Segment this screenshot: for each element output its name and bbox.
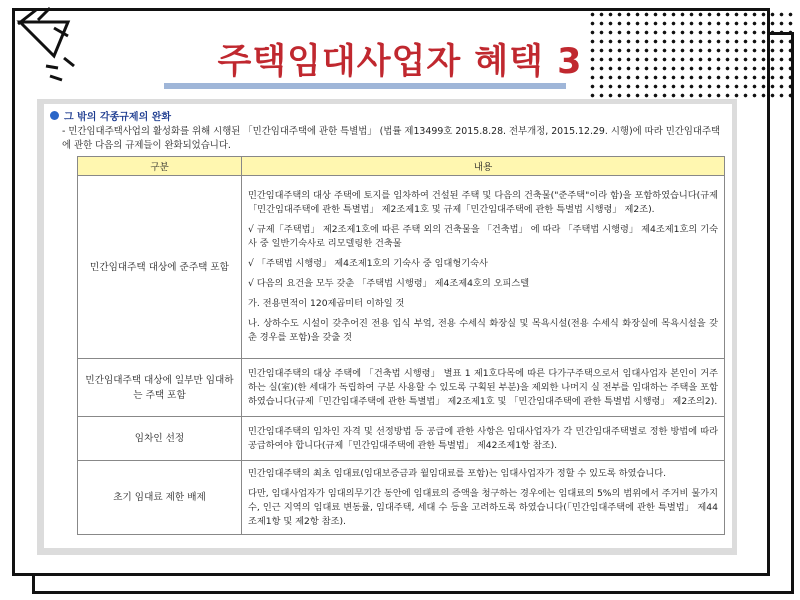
header-content: 내용 [242,157,725,176]
regulation-table [77,156,725,535]
document-content [44,104,732,548]
row-category: 초기 임대료 제한 배제 [78,461,242,535]
header-category: 구분 [78,157,242,176]
content-paragraph: 민간임대주택의 대상 주택에 「건축법 시행령」 별표 1 제1호다목에 따른 다가구주택으로서 임대사업자 본인이 거주하는 실(室)(한 세대가 독립하여 구분 사용할 수 있도록 구획된 부분)을 제외한 나머지 실 전부를 임대하는 주택을 포함하였습니다(규제「민간임대주택에 관한 특별법」 제2조제1호 및 「민간임대주택에 관한 특별법 시행령」 제2조의2). [248,367,718,407]
row-content [242,461,725,535]
row-content [242,359,725,417]
content-paragraph: 민간임대주택의 대상 주택에 토지를 임차하여 건설된 주택 및 다음의 건축물("준주택"이라 함)을 포함하였습니다(규제「민간임대주택에 관한 특별법」 제2조제1호 및 규제「민간임대주택에 관한 특별법 시행령」 제2조). [248,190,718,215]
content-paragraph: 나. 상하수도 시설이 갖추어진 전용 입식 부엌, 전용 수세식 화장실 및 목욕시설(전용 수세식 화장실에 목욕시설을 갖춘 경우를 포함)을 갖출 것 [248,318,718,343]
table-row [78,359,725,417]
content-paragraph: √ 「주택법 시행령」 제4조제1호의 기숙사 중 임대형기숙사 [248,258,488,269]
section-heading-text: 그 밖의 각종규제의 완화 [64,112,172,123]
slide-title: 주택임대사업자 혜택 3 [217,42,583,82]
content-paragraph: √ 다음의 요건을 모두 갖춘 「주택법 시행령」 제4조제4호의 오피스텔 [248,278,530,289]
section-heading [50,108,171,123]
content-paragraph: 민간임대주택의 임차인 자격 및 선정방법 등 공급에 관한 사항은 임대사업자가 각 민간임대주택별로 정한 방법에 따라 공급하여야 합니다(규제「민간임대주택에 관한 특별법」 제42조제1항 참조). [248,425,718,451]
title-underline [164,83,566,89]
row-content [242,176,725,359]
row-category: 민간임대주택 대상에 일부만 임대하는 주택 포함 [78,359,242,417]
content-paragraph: √ 규제「주택법」 제2조제1호에 따른 주택 외의 건축물을 「건축법」 에 따라 「주택법 시행령」 제4조제1호의 기숙사 중 일반기숙사로 리모델링한 건축물 [248,224,718,249]
row-category: 임차인 선정 [78,417,242,461]
table-row [78,417,725,461]
intro-paragraph: - 민간임대주택사업의 활성화를 위해 시행된 「민간임대주택에 관한 특별법」 (법률 제13499호 2015.8.28. 전부개정, 2015.12.29. 시행)에 따라 민간임대주택에 관한 다음의 규제들이 완화되었습니다. [62,126,721,151]
row-category: 민간임대주택 대상에 준주택 포함 [78,176,242,359]
content-paragraph: 민간임대주택의 최초 임대료(임대보증금과 월임대료를 포함)는 임대사업자가 정할 수 있도록 하였습니다. [248,467,667,479]
bullet-icon [50,111,59,120]
content-paragraph: 다만, 임대사업자가 임대의무기간 동안에 임대료의 증액을 청구하는 경우에는 임대료의 5%의 범위에서 주거비 물가지수, 인근 지역의 임대료 변동률, 임대주택, 세대 수 등을 고려하도록 하였습니다(「민간임대주택에 관한 특별법」 제44조제1항 및 제2항 참조). [248,487,718,527]
content-paragraph: 가. 전용면적이 120제곱미터 이하일 것 [248,298,405,309]
row-content [242,417,725,461]
table-header-row [78,157,725,176]
table-row [78,461,725,535]
table-row [78,176,725,359]
